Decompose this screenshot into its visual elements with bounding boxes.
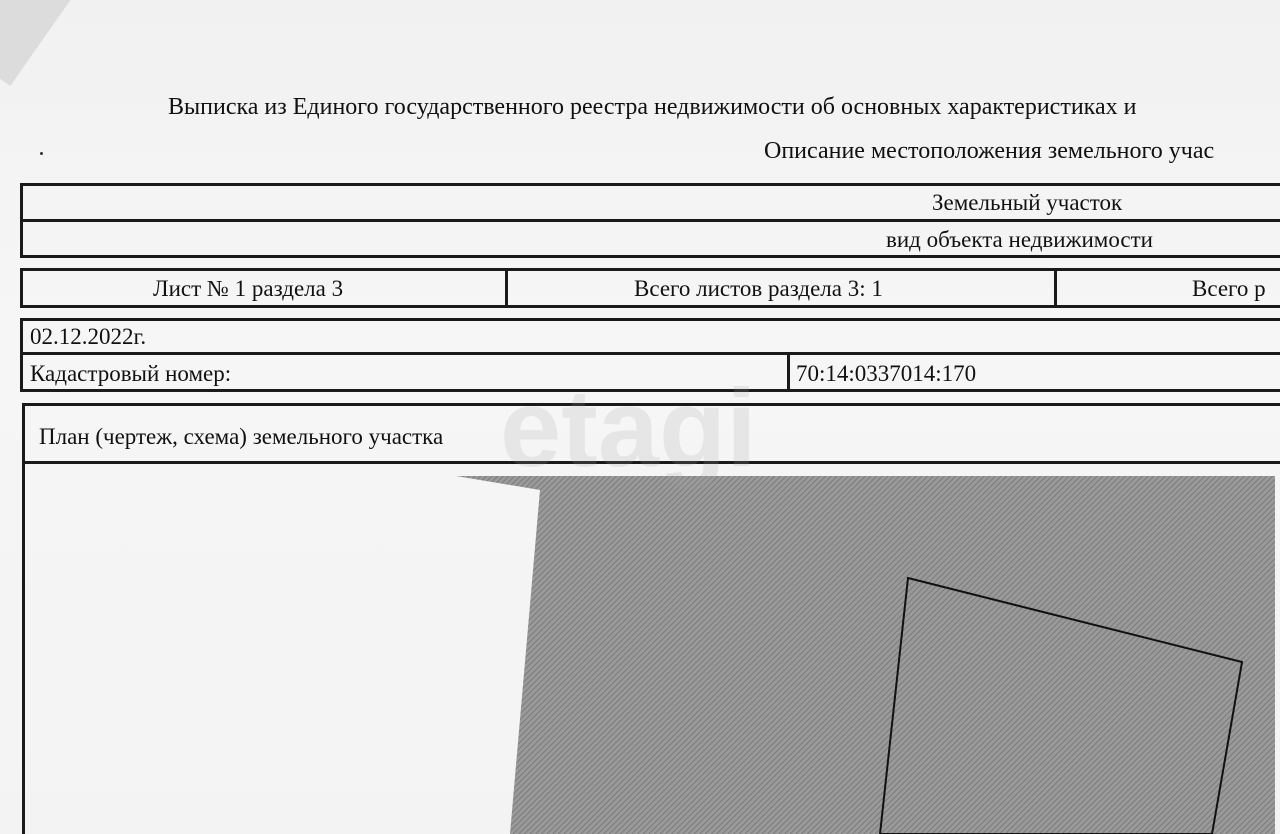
section-sheet-total: Всего листов раздела 3: 1 (634, 276, 883, 301)
record-date: 02.12.2022г. (30, 324, 147, 349)
sheets-total: Всего р (1192, 276, 1266, 301)
document-subtitle: Описание местоположения земельного учас (764, 138, 1215, 164)
object-kind-label: вид объекта недвижимости (886, 227, 1153, 252)
sheet-number: Лист № 1 раздела 3 (153, 276, 344, 301)
document-title: Выписка из Единого государственного реестра недвижимости об основных характеристиках и (168, 94, 1137, 120)
cadastral-number: 70:14:0337014:170 (796, 361, 977, 386)
hatched-area (456, 476, 1275, 834)
cadastral-label: Кадастровый номер: (30, 361, 232, 386)
object-name: Земельный участок (932, 190, 1123, 215)
plan-heading: План (чертеж, схема) земельного участка (39, 424, 444, 449)
watermark-logo: etagi (500, 367, 757, 490)
